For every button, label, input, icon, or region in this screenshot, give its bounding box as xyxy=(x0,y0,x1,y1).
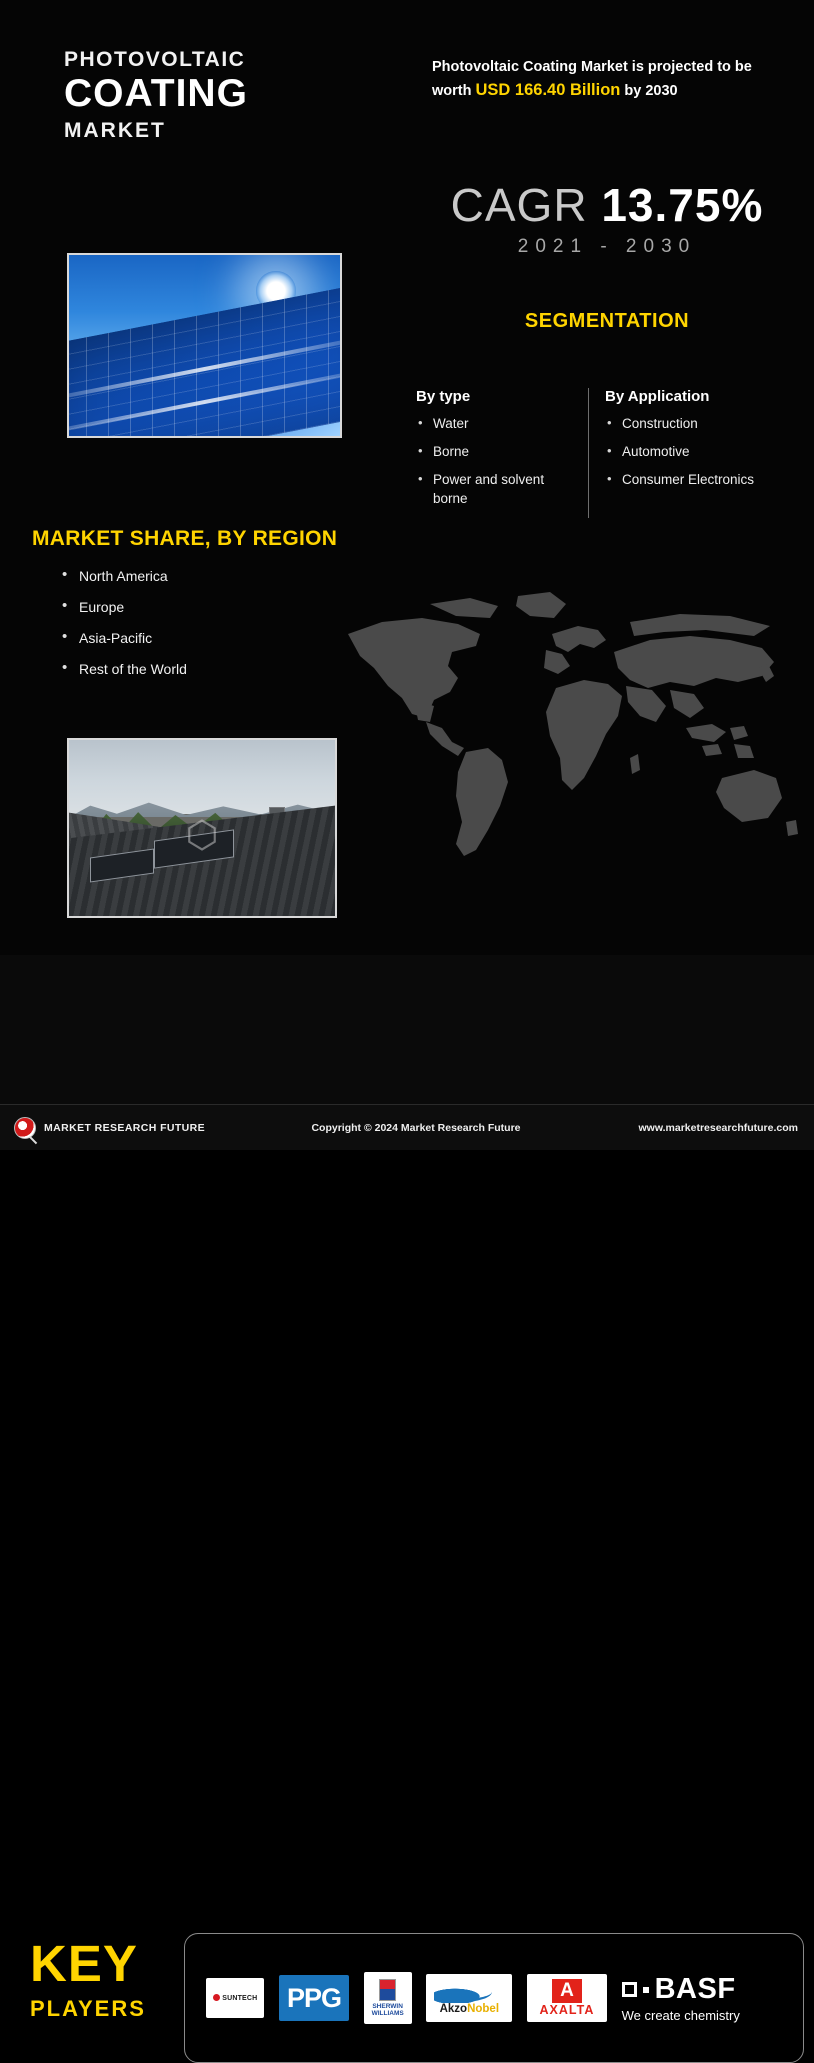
axalta-logo xyxy=(527,1974,607,2022)
segment-heading: By type xyxy=(416,388,471,405)
list-item: • Power and solvent borne xyxy=(416,471,578,507)
footer-brand-text: MARKET RESEARCH FUTURE xyxy=(44,1121,206,1134)
cagr-years: 2021 - 2030 xyxy=(517,236,697,257)
ppg-logo xyxy=(279,1975,349,2021)
key-players-label-key: KEY xyxy=(30,1935,138,1992)
segment-list xyxy=(605,415,783,490)
segmentation-columns xyxy=(416,388,793,518)
segmentation-column-by-type xyxy=(416,388,588,518)
headline xyxy=(432,56,777,104)
basf-logo-text: BASF xyxy=(654,1973,736,2005)
list-item: • Automotive xyxy=(605,443,783,461)
cagr-label: CAGR xyxy=(450,179,602,231)
key-players-logo-row xyxy=(184,1933,804,2063)
title-line-1: PHOTOVOLTAIC xyxy=(64,48,246,71)
segmentation-column-by-application xyxy=(588,388,793,518)
akzonobel-swoosh-icon xyxy=(434,1981,504,2003)
axalta-logo-text: AXALTA xyxy=(539,2003,595,2017)
headline-prefix: Photovoltaic Coating Market is projected to be worth xyxy=(432,59,752,100)
magnifier-logo-icon xyxy=(14,1117,36,1139)
rooftop-solar-image xyxy=(67,738,337,918)
footer xyxy=(0,1104,814,1150)
sherwin-williams-logo-text: SHERWIN WILLIAMS xyxy=(371,2002,404,2017)
cagr-value: 13.75% xyxy=(601,179,764,231)
title-line-3: MARKET xyxy=(64,118,166,142)
basf-logo xyxy=(622,1971,782,2025)
footer-brand xyxy=(14,1117,284,1139)
sky-region xyxy=(69,740,335,814)
market-share-title: MARKET SHARE, BY REGION xyxy=(32,527,338,550)
segment-heading: By Application xyxy=(605,388,710,405)
list-item: • Asia-Pacific xyxy=(60,630,187,646)
solar-panel-image xyxy=(67,253,342,438)
headline-value: USD 166.40 Billion xyxy=(475,81,621,100)
basf-logo-row xyxy=(622,1973,736,2006)
key-players-label-players: PLAYERS xyxy=(30,1996,146,2022)
suntech-dot-icon xyxy=(213,1994,220,2001)
footer-copyright: Copyright © 2024 Market Research Future xyxy=(311,1121,521,1134)
page-title xyxy=(64,48,248,143)
key-players-label xyxy=(30,1935,146,2022)
footer-website[interactable]: www.marketresearchfuture.com xyxy=(638,1121,798,1134)
cagr-line xyxy=(432,178,782,232)
basf-square-icon xyxy=(622,1982,637,1997)
suntech-logo xyxy=(206,1978,264,2018)
map-landmass xyxy=(348,592,798,856)
list-item: • North America xyxy=(60,568,187,584)
title-line-2: COATING xyxy=(64,72,248,115)
basf-tagline: We create chemistry xyxy=(621,2008,740,2023)
suntech-logo-text: SUNTECH xyxy=(222,1995,258,2002)
akzonobel-logo xyxy=(426,1974,512,2022)
list-item: • Rest of the World xyxy=(60,661,187,677)
list-item: • Construction xyxy=(605,415,783,433)
sherwin-williams-logo xyxy=(364,1972,412,2024)
axalta-mark-icon: A xyxy=(552,1979,582,2003)
list-item: • Europe xyxy=(60,599,187,615)
headline-suffix: by 2030 xyxy=(620,83,678,100)
akzonobel-logo-text: AkzoNobel xyxy=(439,2003,500,2015)
segmentation-title: SEGMENTATION xyxy=(524,310,690,332)
market-share-list xyxy=(60,568,187,692)
watermark-icon xyxy=(185,818,219,852)
ppg-logo-text: PPG xyxy=(286,1982,341,2013)
world-map xyxy=(330,582,800,882)
world-map-svg xyxy=(330,582,800,882)
list-item: • Water xyxy=(416,415,578,433)
list-item: • Borne xyxy=(416,443,578,461)
segment-list xyxy=(416,415,578,508)
cagr-block xyxy=(432,178,782,258)
list-item: • Consumer Electronics xyxy=(605,471,783,489)
paint-can-icon xyxy=(379,1979,396,2001)
basf-dot-icon xyxy=(643,1987,649,1993)
